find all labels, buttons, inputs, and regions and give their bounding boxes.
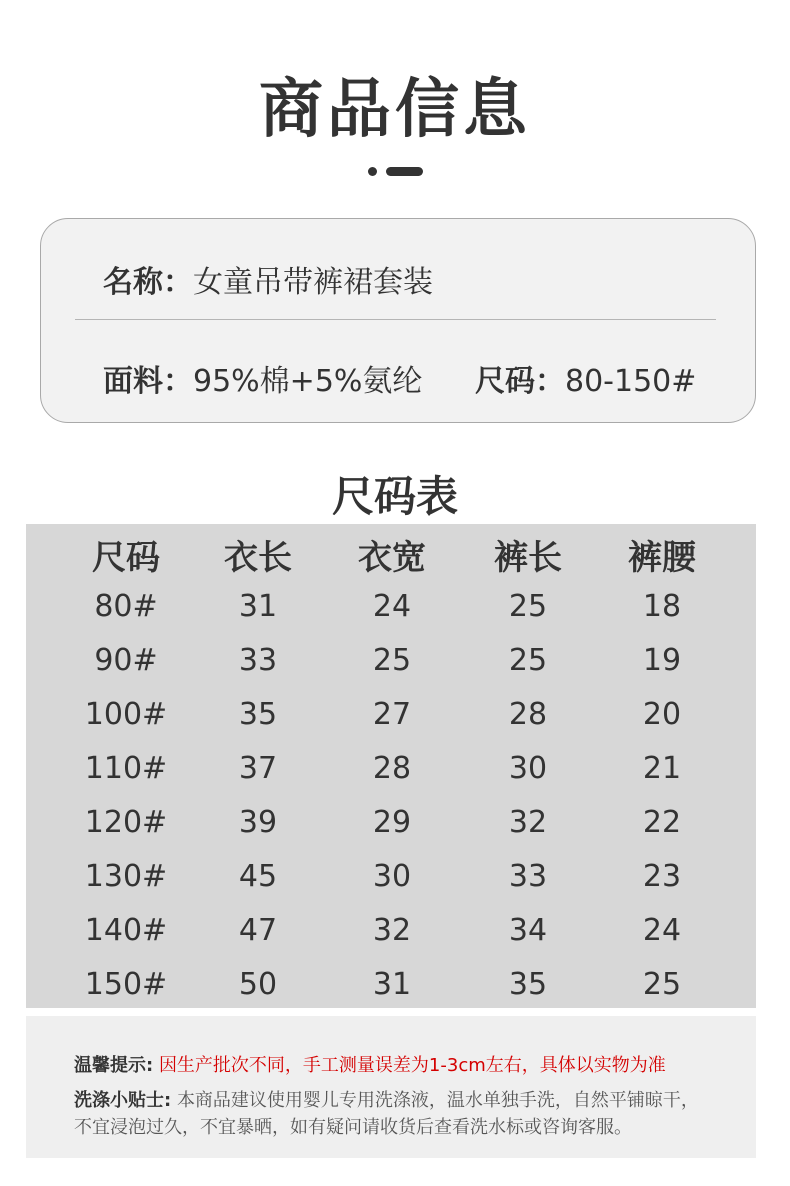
column-header: 裤长 [494, 538, 562, 578]
size-table [26, 524, 756, 1008]
column-header: 尺码 [92, 538, 160, 578]
table-cell: 47 [238, 913, 278, 948]
table-cell: 23 [642, 859, 682, 894]
table-row [26, 580, 756, 634]
product-info-card [40, 218, 756, 423]
wash-label: 洗涤小贴士: [74, 1090, 172, 1111]
table-cell: 45 [238, 859, 278, 894]
table-row [26, 958, 756, 1012]
table-row [26, 742, 756, 796]
table-cell: 34 [508, 913, 548, 948]
table-cell: 19 [642, 643, 682, 678]
product-name-value: 女童吊带裤裙套装 [193, 265, 433, 300]
table-row [26, 796, 756, 850]
table-cell: 25 [372, 643, 412, 678]
table-cell: 28 [372, 751, 412, 786]
wash-line-2: 不宜浸泡过久，不宜暴晒，如有疑问请收货后查看洗水标或咨询客服。 [74, 1117, 632, 1138]
size-range-row [475, 356, 696, 400]
table-cell: 25 [508, 643, 548, 678]
column-header: 衣宽 [358, 538, 426, 578]
table-cell: 22 [642, 805, 682, 840]
column-header: 衣长 [224, 538, 292, 578]
size-range-value: 80-150# [565, 364, 697, 399]
table-cell: 20 [642, 697, 682, 732]
tip-line [74, 1052, 756, 1079]
table-cell: 31 [372, 967, 412, 1002]
divider-dash [386, 167, 423, 176]
fabric-label: 面料： [103, 364, 193, 399]
table-cell: 32 [508, 805, 548, 840]
product-name-label: 名称： [103, 265, 193, 300]
table-cell: 29 [372, 805, 412, 840]
fabric-value: 95%棉+5%氨纶 [193, 364, 423, 399]
table-cell: 130# [84, 859, 168, 894]
wash-text-1: 本商品建议使用婴儿专用洗涤液，温水单独手洗，自然平铺晾干， [176, 1090, 699, 1111]
table-cell: 120# [84, 805, 168, 840]
table-cell: 24 [372, 589, 412, 624]
table-cell: 25 [508, 589, 548, 624]
table-cell: 31 [238, 589, 278, 624]
table-row [26, 688, 756, 742]
page-title: 商品信息 [259, 73, 531, 147]
table-cell: 100# [84, 697, 168, 732]
info-separator [75, 319, 716, 320]
table-row [26, 634, 756, 688]
size-table-title: 尺码表 [331, 472, 458, 521]
tip-text: 因生产批次不同，手工测量误差为1-3cm左右，具体以实物为准 [158, 1055, 666, 1076]
table-cell: 25 [642, 967, 682, 1002]
table-cell: 37 [238, 751, 278, 786]
table-row [26, 850, 756, 904]
table-cell: 150# [84, 967, 168, 1002]
size-range-label: 尺码： [475, 364, 565, 399]
fabric-row [103, 356, 422, 400]
column-header: 裤腰 [628, 538, 696, 578]
table-cell: 32 [372, 913, 412, 948]
title-divider [0, 166, 790, 176]
wash-line [74, 1087, 756, 1114]
table-cell: 33 [238, 643, 278, 678]
table-cell: 21 [642, 751, 682, 786]
table-cell: 90# [94, 643, 158, 678]
table-cell: 39 [238, 805, 278, 840]
table-header-row [26, 528, 756, 582]
table-cell: 140# [84, 913, 168, 948]
table-cell: 30 [508, 751, 548, 786]
table-cell: 27 [372, 697, 412, 732]
table-cell: 80# [94, 589, 158, 624]
product-name-row [103, 257, 433, 301]
table-cell: 18 [642, 589, 682, 624]
care-notes [26, 1016, 756, 1158]
table-cell: 28 [508, 697, 548, 732]
table-cell: 24 [642, 913, 682, 948]
note-spacer [74, 1079, 756, 1087]
table-cell: 35 [238, 697, 278, 732]
table-cell: 33 [508, 859, 548, 894]
tip-label: 温馨提示: [74, 1055, 154, 1076]
table-cell: 30 [372, 859, 412, 894]
table-cell: 35 [508, 967, 548, 1002]
divider-dot [368, 167, 377, 176]
table-cell: 110# [84, 751, 168, 786]
table-cell: 50 [238, 967, 278, 1002]
table-row [26, 904, 756, 958]
